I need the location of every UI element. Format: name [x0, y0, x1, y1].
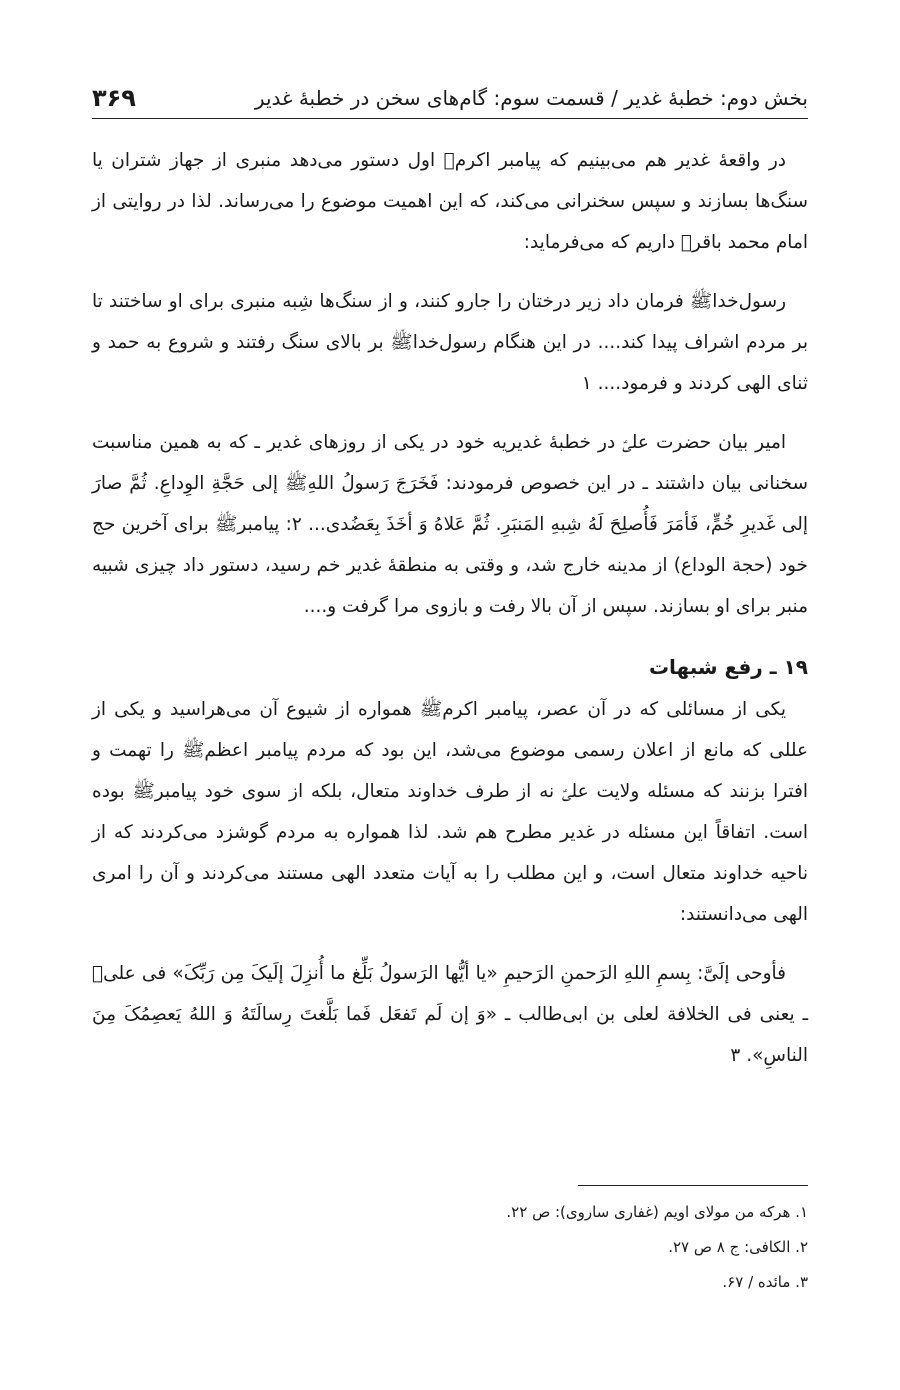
paragraph: امیر بیان حضرت علیؑ در خطبهٔ غدیریه خود در یکی از روزهای غدیر ـ که به همین مناسبت سخنانی بیان داشتند ـ در این خصوص فرمودند: فَخَرَجَ رَسولُ اللهِﷺ إلی حَجَّةِ الوِداعِ. ثُمَّ صارَ إلی غَدیرِ خُمٍّ، فَأمَرَ فَأُصلِحَ لَهُ شِبهِ المَنبَرِ. ثُمَّ عَلاهُ وَ أخَذَ بِعَضُدی... ۲: پیامبرﷺ برای آخرین حج خود (حجة الوداع) از مدینه خارج شد، و وقتی به منطقهٔ غدیر خم رسید، دستور داد چیزی شبیه منبر برای او بسازند. سپس از آن بالا رفت و بازوی مرا گرفت و....: [92, 432, 808, 617]
footnotes: [92, 1195, 808, 1300]
main-text: [92, 140, 808, 1094]
footnote: ۲. الکافی: ج ۸ ص ۲۷.: [668, 1238, 808, 1256]
footnote: ۱. هرکه من مولای اویم (غفاری ساروی): ص ۲۲.: [506, 1203, 808, 1221]
page-header: [92, 74, 808, 119]
paragraph: یکی از مسائلی که در آن عصر، پیامبر اکرمﷺ همواره از شیوع آن می‌هراسید و یکی از عللی که مانع از اعلان رسمی موضوع می‌شد، این بود که مردم پیامبر اعظمﷺ را تهمت و افترا بزنند که مسئله ولایت علیؑ نه از طرف خداوند متعال، بلکه از سوی خود پیامبرﷺ بوده است. اتفاقاً این مسئله در غدیر مطرح هم شد. لذا همواره به مردم گوشزد می‌کردند که از ناحیه خداوند متعال است، و این مطلب را به آیات متعدد الهی مستند می‌کردند و آن را امری الهی می‌دانستند:: [92, 699, 808, 925]
quote-paragraph: فأوحی إلَیَّ: بِسمِ اللهِ الرَحمنِ الرَحیمِ «یا أیُّها الرَسولُ بَلِّغ ما أُنزِلَ إلَیکَ مِن رَبِّکَ» فی علیؑ ـ یعنی فی الخلافة لعلی بن ابی‌طالب ـ «وَ إن لَم تَفعَل فَما بَلَّغتَ رِسالَتَهُ وَ اللهُ یَعصِمُکَ مِنَ الناسِ». ۳: [92, 963, 808, 1066]
page-number: ۳۶۹: [92, 84, 136, 112]
footnote-divider: [578, 1185, 808, 1186]
footnote: ۳. مائده / ۶۷.: [722, 1273, 808, 1291]
running-title: بخش دوم: خطبهٔ غدیر / قسمت سوم: گام‌های سخن در خطبهٔ غدیر: [254, 86, 808, 110]
section-heading: ۱۹ ـ رفع شبهات: [648, 655, 808, 679]
quote-paragraph: رسول‌خداﷺ فرمان داد زیر درختان را جارو کنند، و از سنگ‌ها شِبه منبری برای او ساختند تا بر مردم اشراف پیدا کند.... در این هنگام رسول‌خداﷺ بر بالای سنگ رفتند و شروع به حمد و ثنای الهی کردند و فرمود.... ۱: [92, 291, 808, 394]
paragraph: در واقعهٔ غدیر هم می‌بینیم که پیامبر اکرمﷺ اول دستور می‌دهد منبری از جهاز شتران یا سنگ‌ها بسازند و سپس سخنرانی می‌کند، که این اهمیت موضوع را می‌رساند. لذا در روایتی از امام محمد باقرؑ داریم که می‌فرماید:: [92, 150, 808, 253]
